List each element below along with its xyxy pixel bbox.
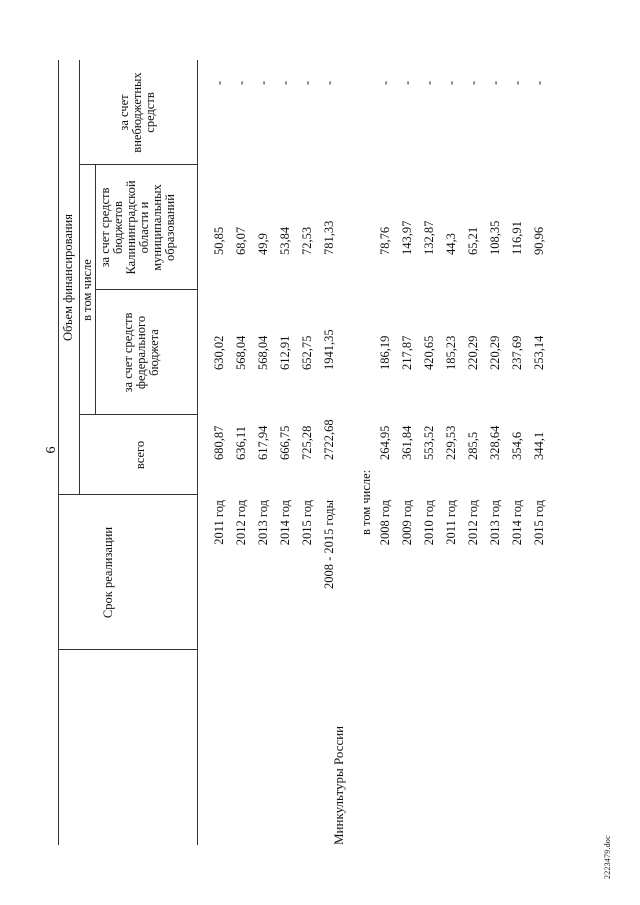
cell-federal: 253,14 [532, 335, 546, 370]
cell-period: 2014 год [278, 500, 292, 546]
cell-total: 666,75 [278, 425, 292, 460]
cell-federal: 630,02 [212, 335, 226, 370]
cell-total: 229,53 [444, 425, 458, 460]
cell-extra: - [322, 80, 336, 85]
cell-federal: 220,29 [488, 335, 502, 370]
cell-regional: 143,97 [400, 220, 414, 255]
cell-period: 2015 год [300, 500, 314, 546]
cell-federal: 420,65 [422, 335, 436, 370]
table-top-rule [58, 60, 59, 845]
org-col-divider [58, 649, 197, 650]
cell-regional: 781,33 [322, 220, 336, 255]
cell-regional: 72,53 [300, 226, 314, 255]
cell-period: 2010 год [422, 500, 436, 546]
cell-period: 2011 год [444, 500, 458, 545]
cell-regional: 78,76 [378, 226, 392, 255]
cell-federal: 217,87 [400, 335, 414, 370]
document-code: 2223479.doc [603, 835, 612, 879]
cell-extra: - [256, 80, 270, 85]
cell-federal: 237,69 [510, 335, 524, 370]
header-period: Срок реализации [101, 526, 115, 619]
cell-total: 725,28 [300, 425, 314, 460]
cell-regional: 132,87 [422, 220, 436, 255]
cell-period: 2008 год [378, 500, 392, 546]
cell-regional: 116,91 [510, 221, 524, 255]
cell-regional: 108,35 [488, 220, 502, 255]
cell-extra: - [212, 80, 226, 85]
cell-period: 2008 - 2015 годы [322, 500, 336, 590]
cell-period: 2015 год [532, 500, 546, 546]
page-number: 6 [44, 446, 59, 454]
cell-total: 680,87 [212, 425, 226, 460]
cell-federal: 186,19 [378, 335, 392, 370]
cell-extra: - [532, 80, 546, 85]
cell-total: 2722,68 [322, 419, 336, 460]
cell-period: 2013 год [488, 500, 502, 546]
cell-extra: - [466, 80, 480, 85]
subheader-including: в том числе: [359, 469, 373, 535]
period-col-divider [58, 494, 197, 495]
cell-total: 328,64 [488, 425, 502, 460]
cell-period: 2012 год [234, 500, 248, 546]
header-bottom-rule [197, 60, 198, 845]
header-federal: за счет средств федерального бюджета [121, 312, 161, 393]
cell-extra: - [444, 80, 458, 85]
cell-extra: - [422, 80, 436, 85]
cell-federal: 612,91 [278, 335, 292, 370]
cell-extra: - [300, 80, 314, 85]
cell-federal: 1941,35 [322, 329, 336, 370]
header-funding-volume: Объем финансирования [61, 214, 75, 341]
cell-total: 285,5 [466, 431, 480, 460]
cell-total: 617,94 [256, 425, 270, 460]
cell-federal: 652,75 [300, 335, 314, 370]
cell-regional: 90,96 [532, 226, 546, 255]
cell-regional: 65,21 [466, 226, 480, 255]
cell-period: 2013 год [256, 500, 270, 546]
org-label: Минкультуры России [331, 725, 346, 845]
cell-federal: 568,04 [256, 335, 270, 370]
including-group-rule [95, 165, 96, 415]
cell-extra: - [234, 80, 248, 85]
cell-total: 354,6 [510, 431, 524, 460]
cell-regional: 49,9 [256, 233, 270, 255]
cell-extra: - [510, 80, 524, 85]
cell-regional: 50,85 [212, 226, 226, 255]
cell-extra: - [400, 80, 414, 85]
cell-federal: 220,29 [466, 335, 480, 370]
cell-total: 361,84 [400, 425, 414, 460]
header-total: всего [133, 440, 147, 470]
cell-total: 264,95 [378, 425, 392, 460]
header-regional: за счет средств бюджетов Калининградской области и муниципальных образований [98, 180, 177, 275]
cell-period: 2009 год [400, 500, 414, 546]
cell-extra: - [278, 80, 292, 85]
cell-period: 2014 год [510, 500, 524, 546]
cell-extra: - [488, 80, 502, 85]
cell-period: 2012 год [466, 500, 480, 546]
cell-federal: 185,23 [444, 335, 458, 370]
cell-federal: 568,04 [234, 335, 248, 370]
cell-total: 344,1 [532, 431, 546, 460]
cell-regional: 68,07 [234, 226, 248, 255]
header-including: в том числе [80, 259, 94, 321]
cell-regional: 44,3 [444, 233, 458, 255]
cell-extra: - [378, 80, 392, 85]
header-extrabudget: за счет внебюджетных средств [117, 72, 157, 153]
cell-regional: 53,84 [278, 226, 292, 255]
cell-total: 553,52 [422, 425, 436, 460]
cell-total: 636,11 [234, 426, 248, 460]
cell-period: 2011 год [212, 500, 226, 545]
